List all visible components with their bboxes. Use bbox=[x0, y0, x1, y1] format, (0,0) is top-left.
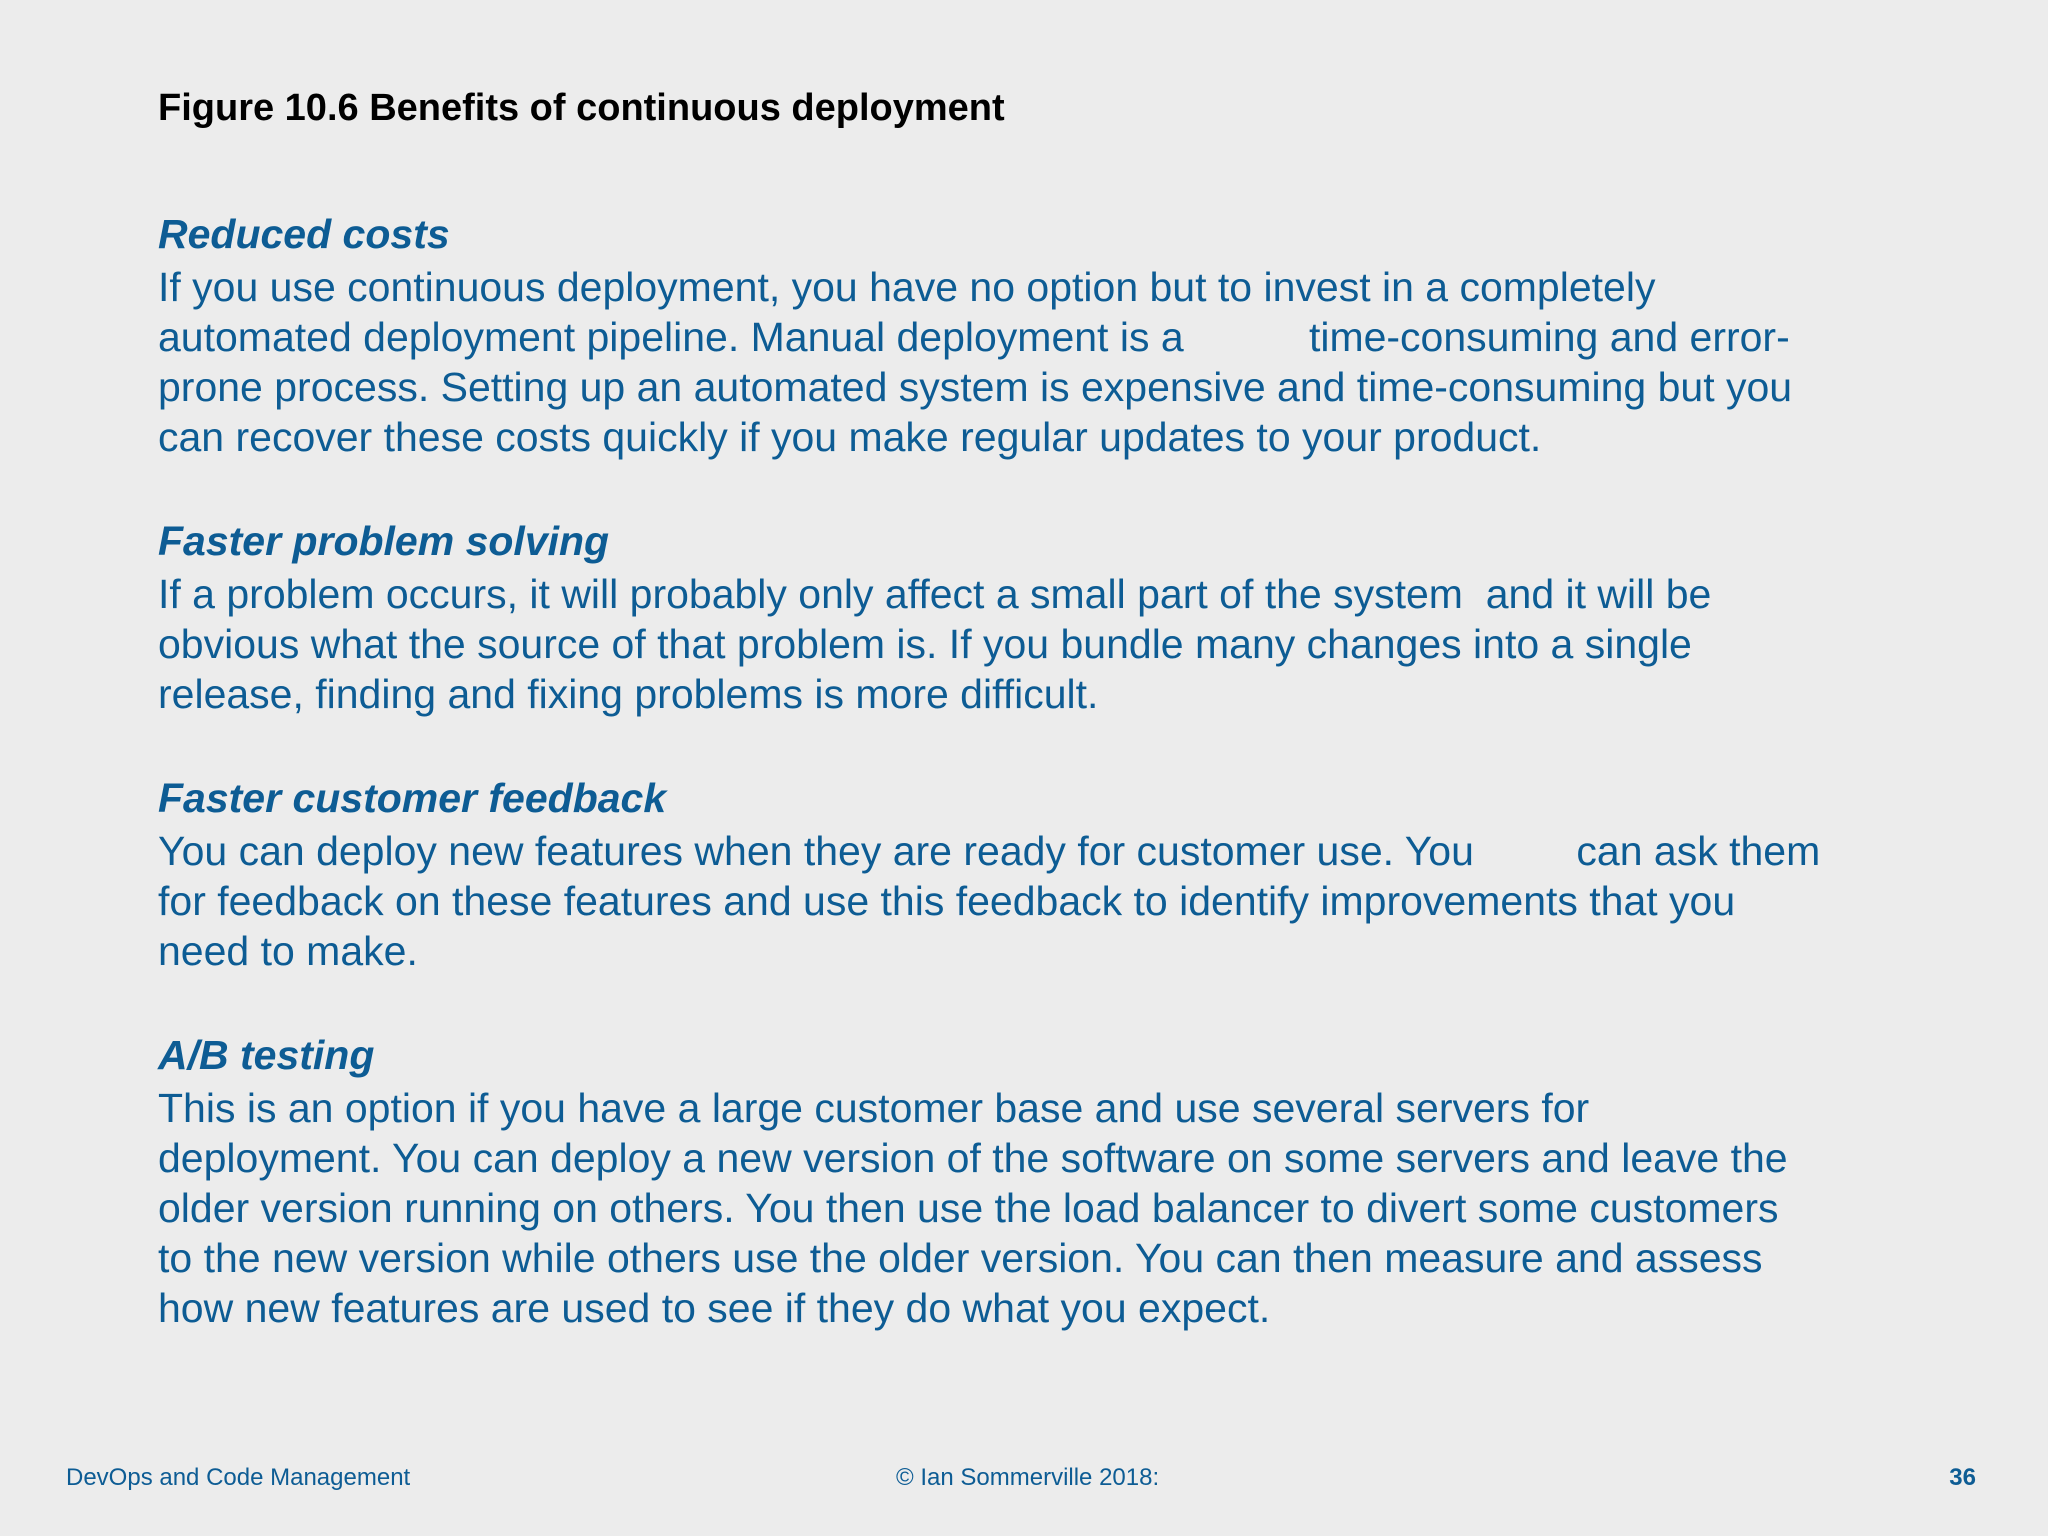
paragraph-line: to the new version while others use the older version. You can then measure and assess bbox=[158, 1235, 1763, 1281]
footer-page-number: 36 bbox=[1949, 1464, 1976, 1491]
paragraph-line: release, finding and fixing problems is more difficult. bbox=[158, 671, 1099, 717]
section-reduced-costs bbox=[158, 206, 1918, 462]
slide-content bbox=[158, 206, 1918, 1384]
paragraph-line: This is an option if you have a large customer base and use several servers for bbox=[158, 1085, 1590, 1131]
paragraph-line: If a problem occurs, it will probably only affect a small part of the system and it will be bbox=[158, 571, 1712, 617]
section-heading: Faster customer feedback bbox=[158, 775, 667, 821]
section-faster-problem-solving bbox=[158, 513, 1918, 719]
paragraph-line: how new features are used to see if they do what you expect. bbox=[158, 1285, 1271, 1331]
paragraph-line: older version running on others. You then use the load balancer to divert some customers bbox=[158, 1185, 1779, 1231]
paragraph-line: automated deployment pipeline. Manual deployment is a time-consuming and error- bbox=[158, 314, 1790, 360]
paragraph-line: can recover these costs quickly if you make regular updates to your product. bbox=[158, 414, 1542, 460]
section-heading: Faster problem solving bbox=[158, 518, 610, 564]
footer-copyright: © Ian Sommerville 2018: bbox=[896, 1464, 1160, 1491]
section-heading: A/B testing bbox=[158, 1032, 375, 1078]
footer-course-title: DevOps and Code Management bbox=[66, 1464, 411, 1491]
paragraph-line: for feedback on these features and use this feedback to identify improvements that you bbox=[158, 878, 1736, 924]
paragraph-line: You can deploy new features when they are ready for customer use. You can ask them bbox=[158, 828, 1821, 874]
section-heading: Reduced costs bbox=[158, 211, 450, 257]
paragraph-line: prone process. Setting up an automated system is expensive and time-consuming but you bbox=[158, 364, 1793, 410]
section-ab-testing bbox=[158, 1027, 1918, 1333]
paragraph-line: obvious what the source of that problem is. If you bundle many changes into a single bbox=[158, 621, 1692, 667]
section-faster-customer-feedback bbox=[158, 770, 1918, 976]
slide-title: Figure 10.6 Benefits of continuous deployment bbox=[158, 87, 1005, 129]
paragraph-line: deployment. You can deploy a new version of the software on some servers and leave the bbox=[158, 1135, 1788, 1181]
paragraph-line: If you use continuous deployment, you have no option but to invest in a completely bbox=[158, 264, 1656, 310]
paragraph-line: need to make. bbox=[158, 928, 418, 974]
